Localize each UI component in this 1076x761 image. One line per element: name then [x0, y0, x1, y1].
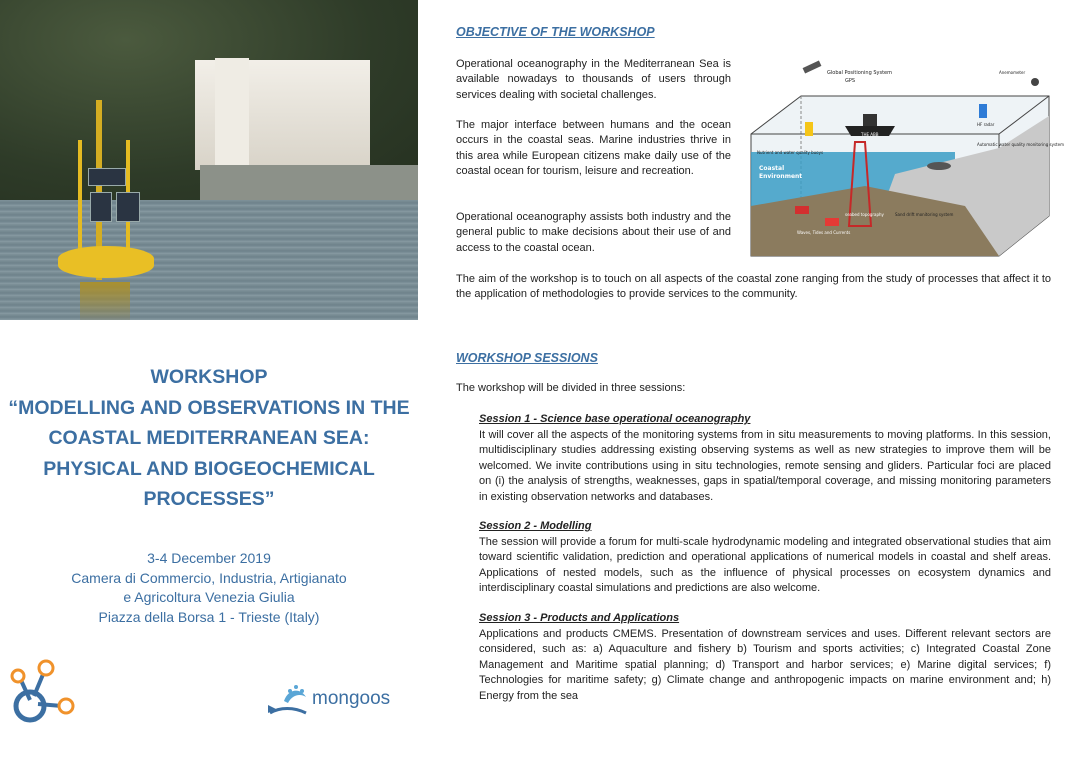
- session-1-title: Session 1 - Science base operational oceanography: [479, 413, 751, 425]
- objective-paragraph: Operational oceanography in the Mediterranean Sea is available nowadays to thousands of users through services dealing with societal challenges.: [456, 58, 731, 101]
- session-1-body: It will cover all the aspects of the monitoring systems from in situ measurements to moving platforms. In this session, multidisciplinary studies addressing existing observing systems as well as new strategies to improve them will be welcomed. We invite contributions using in situ technologies, remote sensing and gliders. Particular foci are placed on (i) the analysis of strengths, weaknesses, gaps in spatial/temporal coverage, and missing monitoring parameters in existing observation networks and databases.: [479, 429, 1051, 503]
- diagram-label: Nutrient and water quality buoys: [757, 150, 824, 155]
- session-2-body: The session will provide a forum for multi-scale hydrodynamic modeling and integrated observational studies that aim toward scientific validation, prediction and operational applications of numerical models in coastal and shelf areas. Applications of nested models, such as the influence of physical processes on ecosystem dynamics and interdisciplinary coastal simulations and predictions are also welcome.: [479, 536, 1051, 595]
- workshop-title-line: “MODELLING AND OBSERVATIONS IN THE: [8, 396, 410, 419]
- diagram-label: Environment: [759, 173, 803, 180]
- photo-solar-panel: [90, 192, 112, 222]
- diagram-label: Global Positioning System: [827, 70, 892, 76]
- molecule-logo: [8, 656, 78, 732]
- cover-photo: [0, 0, 418, 320]
- diagram-label: Automatic water quality monitoring system: [977, 142, 1064, 147]
- session-3-body: Applications and products CMEMS. Presentation of downstream services and uses. Different relevant sectors are considered, such as: a) Aquaculture and fishery b) Tourism and sports activities; c) Integrated Coastal Zone Management and Maritime spatial planning; d) Transport and harbor services; e) Marine digital services; f) Technologies for maritime safety; g) Climate change and anthropogenic impacts on marine environment and; h) Energy from the sea: [479, 628, 1051, 702]
- session-3-title: Session 3 - Products and Applications: [479, 612, 680, 624]
- mongoos-logo-text: mongoos: [312, 688, 391, 709]
- workshop-title-line: COASTAL MEDITERRANEAN SEA:: [48, 427, 370, 449]
- diagram-label: Anemometer: [999, 70, 1026, 75]
- satellite-icon: [803, 60, 822, 73]
- photo-buoy-float: [58, 246, 154, 278]
- sessions-heading: WORKSHOP SESSIONS: [456, 351, 598, 365]
- radar-icon: [979, 104, 987, 118]
- workshop-title-line: PHYSICAL AND BIOGEOCHEMICAL: [43, 457, 375, 480]
- sensor-icon: [825, 218, 839, 226]
- workshop-dates: 3-4 December 2019: [147, 550, 271, 566]
- objective-paragraph: Operational oceanography assists both industry and the general public to make decisions about their use of and access to the coastal ocean.: [456, 211, 731, 254]
- diagram-label: Coastal: [759, 165, 785, 172]
- diagram-label: seabed topography: [845, 212, 884, 217]
- venue-line: e Agricoltura Venezia Giulia: [123, 589, 295, 605]
- objective-heading: OBJECTIVE OF THE WORKSHOP: [456, 25, 655, 39]
- photo-solar-panel: [116, 192, 140, 222]
- diagram-label: THE ABB: [861, 132, 879, 137]
- ship-bridge: [863, 114, 877, 126]
- workshop-title: [0, 362, 418, 515]
- diagram-label: Waves, Tides and Currents: [797, 230, 851, 235]
- photo-solar-panel: [88, 168, 126, 186]
- glider-icon: [927, 162, 951, 170]
- venue-line: Piazza della Borsa 1 - Trieste (Italy): [98, 608, 320, 625]
- venue-line: Camera di Commercio, Industria, Artigianato: [71, 569, 347, 586]
- diagram-label: Sand drift monitoring system: [895, 212, 954, 217]
- photo-seawall: [200, 165, 418, 203]
- objective-aim: The aim of the workshop is to touch on all aspects of the coastal zone ranging from the study of processes that affect it to the application of methodologies to provide services to the community.: [456, 273, 1051, 301]
- buoy-icon: [805, 122, 813, 136]
- workshop-details: [0, 549, 418, 627]
- objective-paragraph: The major interface between humans and the ocean occurs in the coastal seas. Marine industries thrive in this area while European citizens make daily use of the coastal ocean for tourism, leisure and recreation.: [456, 119, 731, 178]
- anemometer-icon: [1031, 78, 1039, 86]
- sensor-icon: [795, 206, 809, 214]
- workshop-label: WORKSHOP: [150, 366, 268, 388]
- diagram-label: GPS: [845, 78, 856, 84]
- diagram-label: HF radar: [977, 122, 995, 127]
- sessions-intro: The workshop will be divided in three sessions:: [456, 382, 686, 394]
- session-2-title: Session 2 - Modelling: [479, 520, 592, 532]
- photo-buoy-reflection: [80, 282, 130, 320]
- workshop-title-line: PROCESSES”: [143, 488, 275, 510]
- photo-castle-tower: [215, 58, 249, 166]
- coastal-observing-diagram: [745, 56, 1064, 262]
